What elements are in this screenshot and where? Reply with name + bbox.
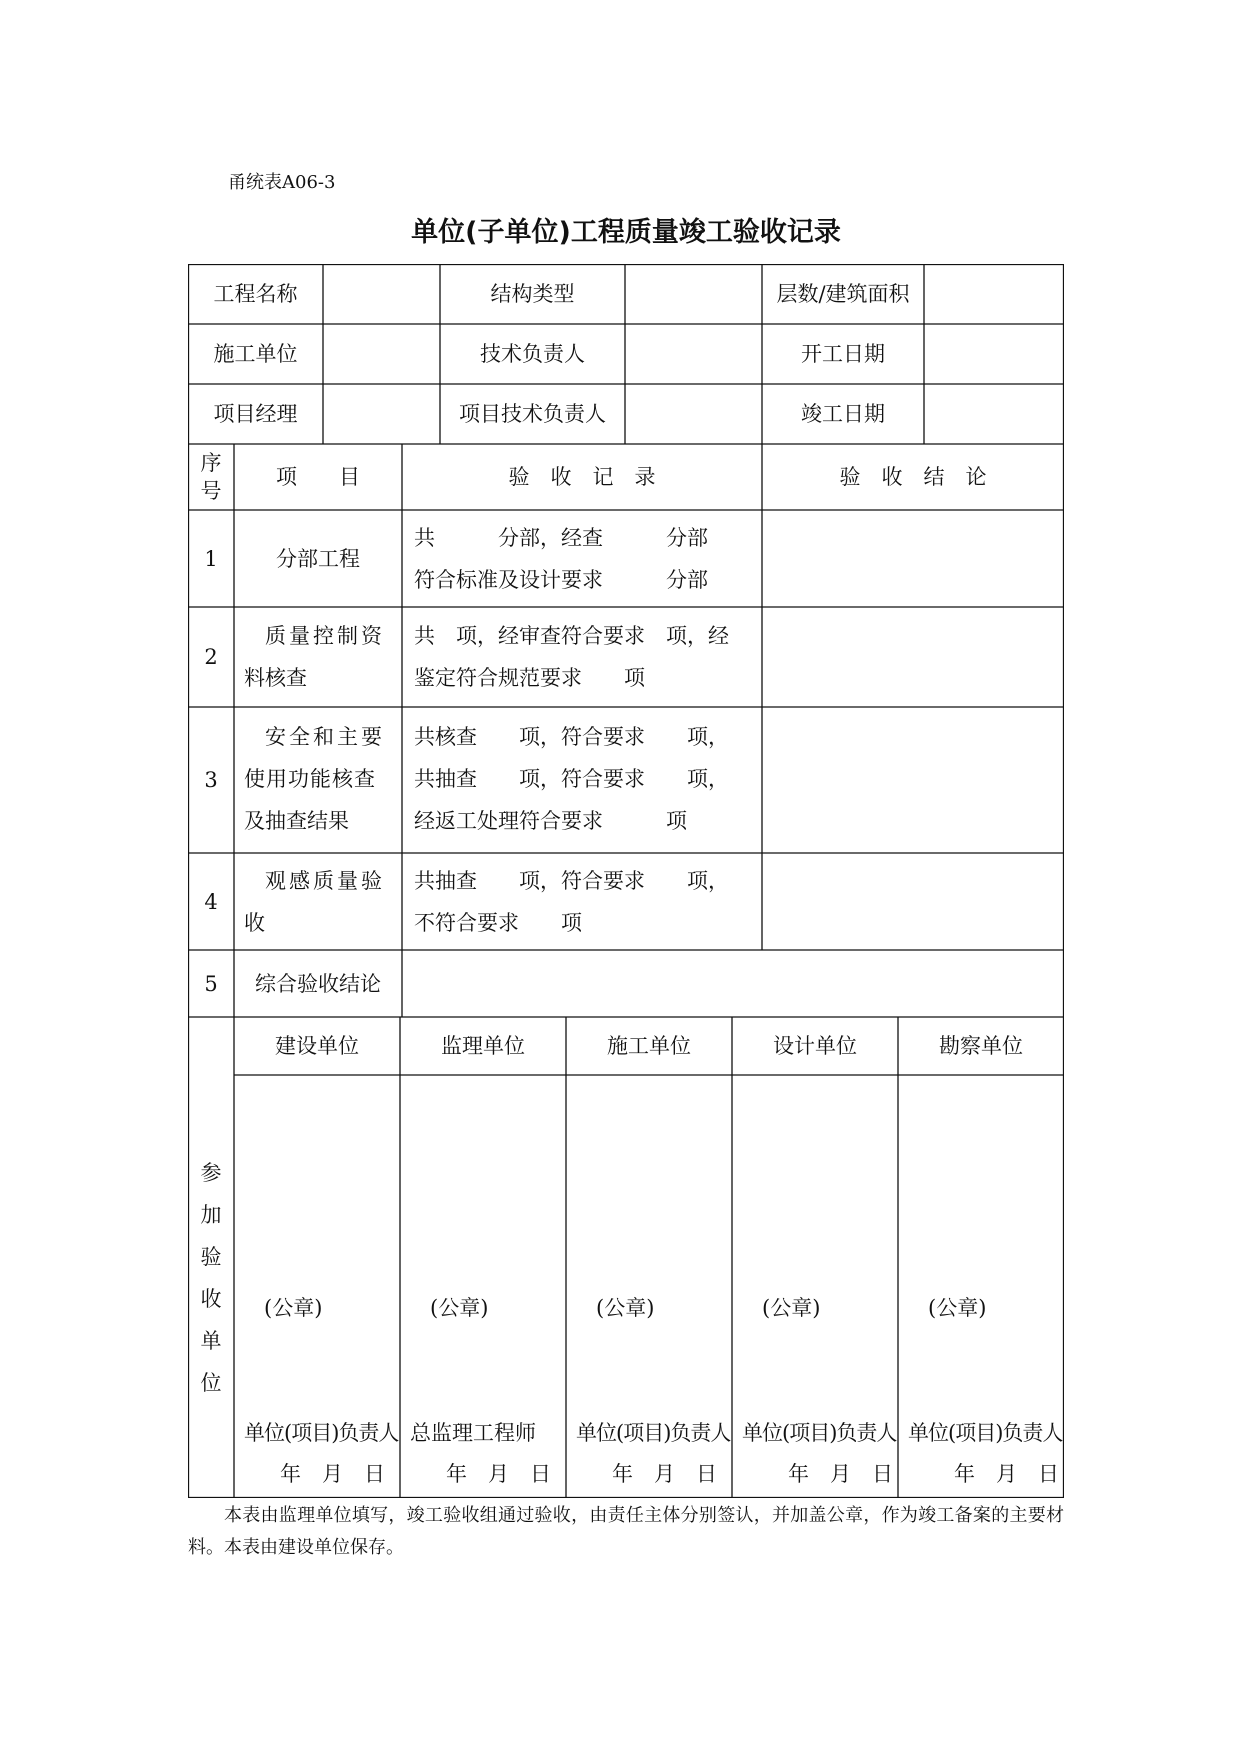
unit-signer: 单位(项目)负责人 xyxy=(576,1421,731,1445)
item-3-name-line-2: 使用功能核查 xyxy=(244,767,376,791)
side-label-char: 参 xyxy=(200,1160,222,1185)
unit-seal: (公章) xyxy=(928,1296,987,1320)
start-date-label: 开工日期 xyxy=(801,342,885,366)
unit-date: 年 月 日 xyxy=(446,1462,551,1486)
unit-date: 年 月 日 xyxy=(280,1462,385,1486)
item-4-record-line-2: 不符合要求 项 xyxy=(414,911,582,935)
item-4-no: 4 xyxy=(204,889,218,914)
item-2-conclusion[interactable] xyxy=(762,607,1064,707)
form-code: 甬统表A06-3 xyxy=(228,172,336,193)
page-title: 单位(子单位)工程质量竣工验收记录 xyxy=(411,217,841,248)
completion-date-label: 竣工日期 xyxy=(801,402,885,426)
contractor-label: 施工单位 xyxy=(213,342,298,366)
item-1-record xyxy=(414,517,754,601)
item-3-name-line-1: 安全和主要 xyxy=(265,725,385,749)
item-2-no: 2 xyxy=(204,645,218,669)
unit-signer: 总监理工程师 xyxy=(410,1421,536,1445)
item-1-record-line-1: 共 分部，经查 分部 xyxy=(414,526,708,550)
item-3-no: 3 xyxy=(204,768,218,792)
tech-lead-label: 技术负责人 xyxy=(480,342,585,366)
item-2-name xyxy=(244,615,394,699)
unit-signer: 单位(项目)负责人 xyxy=(908,1421,1063,1445)
unit-name-contractor: 施工单位 xyxy=(607,1034,691,1058)
conclusion-header: 验 收 结 论 xyxy=(839,465,987,489)
side-label-char: 加 xyxy=(200,1202,222,1227)
item-4-record xyxy=(414,860,759,944)
item-3-record-line-1: 共核查 项，符合要求 项， xyxy=(414,725,729,749)
unit-signer: 单位(项目)负责人 xyxy=(742,1421,897,1445)
unit-signer: 单位(项目)负责人 xyxy=(244,1421,399,1445)
seq-header-char-2: 号 xyxy=(200,479,222,503)
side-label-char: 位 xyxy=(200,1370,222,1395)
item-2-record-line-2: 鉴定符合规范要求 项 xyxy=(414,666,645,690)
item-3-conclusion[interactable] xyxy=(762,707,1064,853)
unit-date: 年 月 日 xyxy=(788,1462,893,1486)
start-date-value[interactable] xyxy=(924,324,1064,384)
unit-name-survey: 勘察单位 xyxy=(939,1034,1023,1058)
project-name-value[interactable] xyxy=(323,264,440,324)
unit-seal: (公章) xyxy=(762,1296,821,1320)
item-4-name-line-2: 收 xyxy=(244,911,265,935)
project-tech-lead-value[interactable] xyxy=(625,384,762,444)
item-3-record-line-3: 经返工处理符合要求 项 xyxy=(414,809,687,833)
project-name-label: 工程名称 xyxy=(213,282,298,306)
item-header: 项 目 xyxy=(276,465,360,489)
item-2-name-line-2: 料核查 xyxy=(244,666,307,690)
item-3-record-line-2: 共抽查 项，符合要求 项， xyxy=(414,767,729,791)
item-1-name: 分部工程 xyxy=(276,546,360,571)
item-2-record-line-1: 共 项，经审查符合要求 项，经 xyxy=(414,624,729,648)
unit-date: 年 月 日 xyxy=(612,1462,717,1486)
side-label-char: 验 xyxy=(200,1244,222,1269)
seq-header-char-1: 序 xyxy=(200,451,222,475)
project-manager-label: 项目经理 xyxy=(213,402,298,426)
item-5-no: 5 xyxy=(204,971,218,996)
structure-type-value[interactable] xyxy=(625,264,762,324)
participants-side-label xyxy=(188,1017,234,1498)
item-4-record-line-1: 共抽查 项，符合要求 项， xyxy=(414,869,729,893)
record-header: 验 收 记 录 xyxy=(508,465,656,489)
item-1-no: 1 xyxy=(204,546,218,571)
unit-seal: (公章) xyxy=(596,1296,655,1320)
unit-seal: (公章) xyxy=(430,1296,489,1320)
contractor-value[interactable] xyxy=(323,324,440,384)
item-4-name xyxy=(244,860,394,944)
floors-area-label: 层数/建筑面积 xyxy=(776,282,910,306)
side-label-char: 收 xyxy=(200,1286,222,1311)
tech-lead-value[interactable] xyxy=(625,324,762,384)
structure-type-label: 结构类型 xyxy=(490,282,575,306)
item-3-name-line-3: 及抽查结果 xyxy=(244,809,349,833)
item-1-record-line-2: 符合标准及设计要求 分部 xyxy=(414,568,708,592)
item-4-name-line-1: 观感质量验 xyxy=(265,869,385,893)
item-2-name-line-1: 质量控制资 xyxy=(265,624,385,648)
unit-name-design: 设计单位 xyxy=(773,1034,857,1058)
footnote: 本表由监理单位填写，竣工验收组通过验收，由责任主体分别签认，并加盖公章，作为竣工备案的主要材料。本表由建设单位保存。 xyxy=(188,1505,1064,1558)
item-5-name: 综合验收结论 xyxy=(255,971,381,996)
item-1-conclusion[interactable] xyxy=(762,510,1064,607)
item-4-conclusion[interactable] xyxy=(762,853,1064,950)
seq-header xyxy=(188,444,234,510)
completion-date-value[interactable] xyxy=(924,384,1064,444)
unit-name-supervision: 监理单位 xyxy=(441,1034,525,1058)
unit-seal: (公章) xyxy=(264,1296,323,1320)
project-manager-value[interactable] xyxy=(323,384,440,444)
unit-date: 年 月 日 xyxy=(954,1462,1059,1486)
item-3-record xyxy=(414,716,759,842)
project-tech-lead-label: 项目技术负责人 xyxy=(459,402,606,426)
side-label-char: 单 xyxy=(200,1328,222,1353)
acceptance-form xyxy=(188,264,1064,1498)
item-2-record xyxy=(414,615,759,699)
floors-area-value[interactable] xyxy=(924,264,1064,324)
overall-conclusion-value[interactable] xyxy=(402,950,1064,1017)
item-3-name xyxy=(244,716,394,842)
unit-name-construction-owner: 建设单位 xyxy=(275,1034,359,1058)
